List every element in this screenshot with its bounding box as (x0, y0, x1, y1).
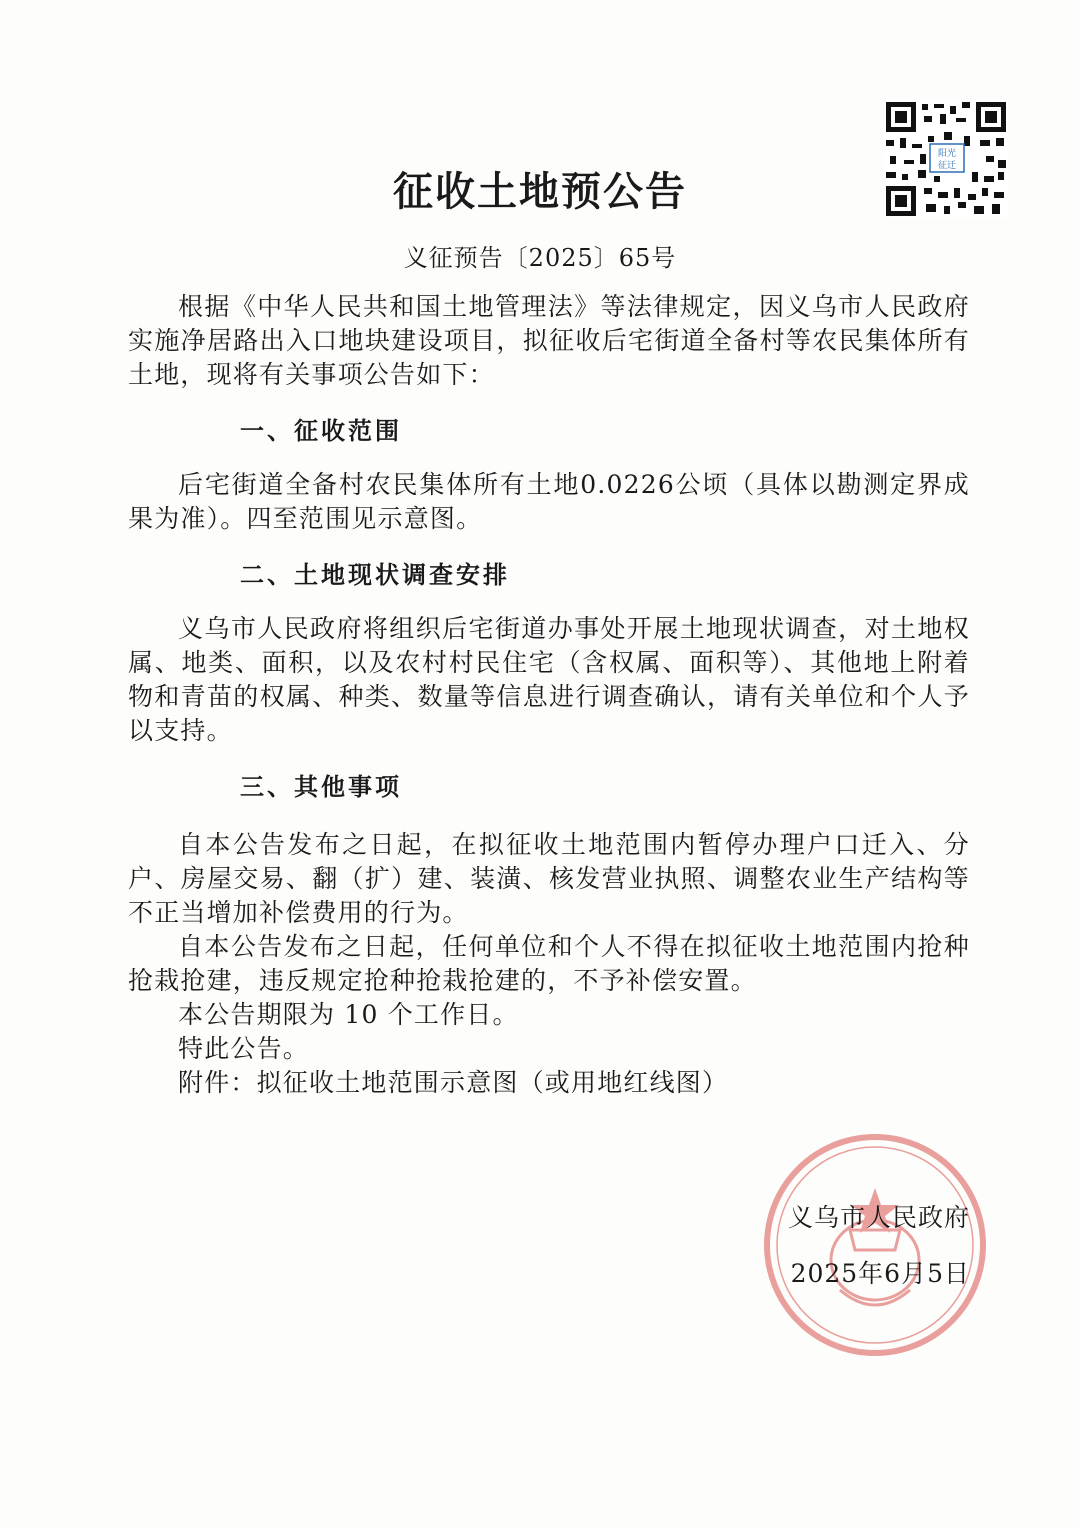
section-3-paragraph-3: 本公告期限为 10 个工作日。 (178, 1000, 519, 1029)
section-2-paragraph: 义乌市人民政府将组织后宅街道办事处开展土地现状调查，对土地权属、地类、面积，以及农村村民住宅（含权属、面积等）、其他地上附着物和青苗的权属、种类、数量等信息进行调查确认，请有关单位和个人予以支持。 (128, 614, 970, 745)
section-3-paragraph-2: 自本公告发布之日起，任何单位和个人不得在拟征收土地范围内抢种抢栽抢建，违反规定抢种抢栽抢建的，不予补偿安置。 (128, 932, 970, 995)
section-heading-3: 三、其他事项 (240, 773, 402, 801)
section-1-paragraph: 后宅街道全备村农民集体所有土地0.0226公顷（具体以勘测定界成果为准）。四至范围见示意图。 (128, 470, 970, 533)
issue-date: 2025年6月5日 (790, 1259, 970, 1288)
section-3-paragraph-1: 自本公告发布之日起，在拟征收土地范围内暂停办理户口迁入、分户、房屋交易、翻（扩）建、装潢、核发营业执照、调整农业生产结构等不正当增加补偿费用的行为。 (128, 830, 970, 927)
document-title: 征收土地预公告 (393, 169, 687, 215)
section-heading-2: 二、土地现状调查安排 (240, 561, 510, 589)
attachment-line: 附件：拟征收土地范围示意图（或用地红线图） (178, 1068, 729, 1097)
signature-block (788, 1190, 970, 1302)
svg-text:阳光: 阳光 (937, 149, 957, 159)
svg-text:征迁: 征迁 (937, 161, 957, 171)
section-heading-1: 一、征收范围 (240, 417, 402, 445)
section-3-paragraph-4: 特此公告。 (178, 1034, 310, 1063)
intro-paragraph: 根据《中华人民共和国土地管理法》等法律规定，因义乌市人民政府实施净居路出入口地块建设项目，拟征收后宅街道全备村等农民集体所有土地，现将有关事项公告如下： (128, 292, 970, 389)
issuer-name: 义乌市人民政府 (787, 1203, 970, 1232)
document-body (128, 290, 970, 1100)
document-number: 义征预告〔2025〕65号 (403, 244, 677, 272)
